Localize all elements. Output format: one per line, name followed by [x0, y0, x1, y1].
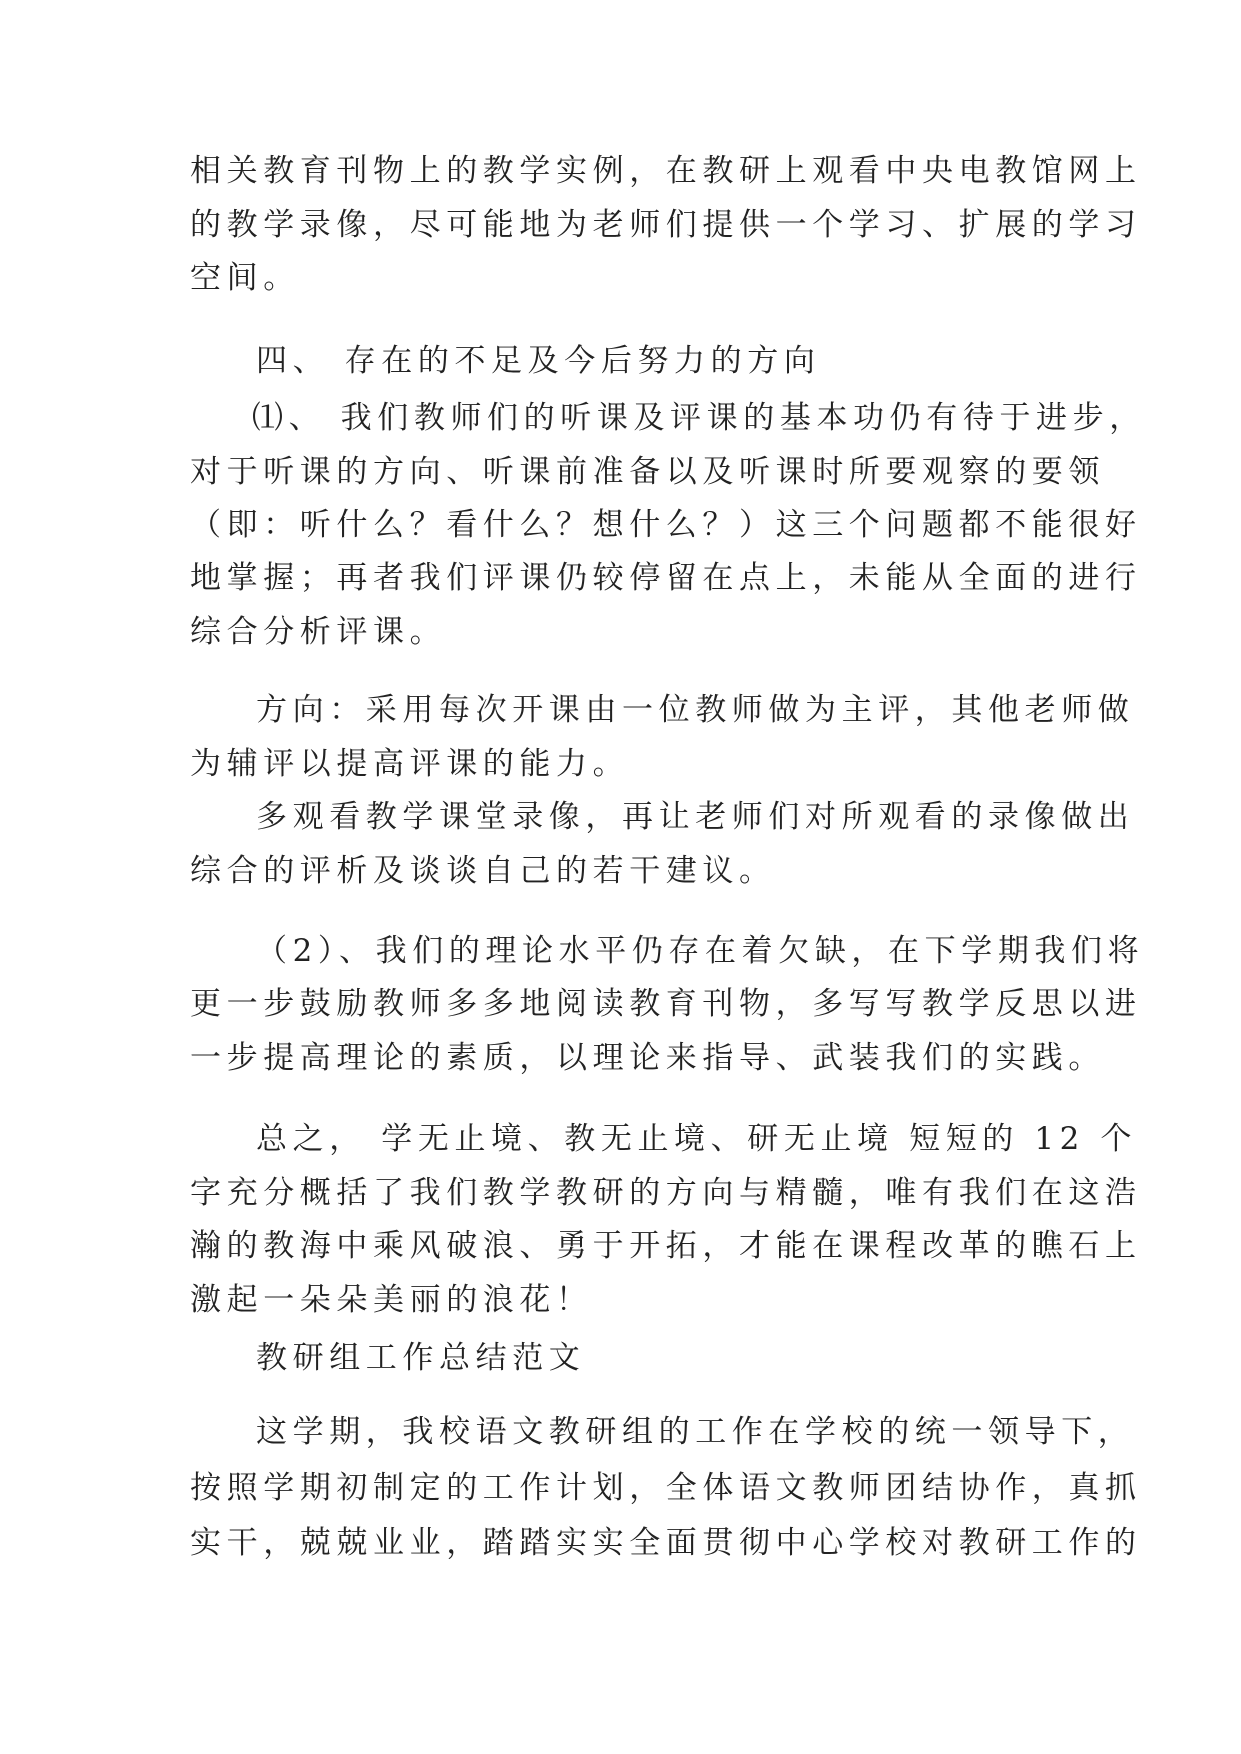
text-line: 为辅评以提高评课的能力。	[190, 746, 630, 782]
section-heading: 四、 存在的不足及今后努力的方向	[256, 343, 821, 379]
text-line: 更一步鼓励教师多多地阅读教育刊物，多写写教学反思以进	[190, 986, 1142, 1022]
text-line: ⑴、 我们教师们的听课及评课的基本功仍有待于进步，	[252, 400, 1146, 436]
text-line: 一步提高理论的素质，以理论来指导、武装我们的实践。	[190, 1040, 1105, 1076]
text-line: 多观看教学课堂录像，再让老师们对所观看的录像做出	[256, 799, 1135, 835]
text-line: 实干，兢兢业业，踏踏实实全面贯彻中心学校对教研工作的	[190, 1525, 1142, 1561]
section-heading: 教研组工作总结范文	[256, 1340, 586, 1376]
text-line: 方向：采用每次开课由一位教师做为主评，其他老师做	[256, 692, 1135, 728]
text-line: （2）、我们的理论水平仍存在着欠缺，在下学期我们将	[256, 933, 1145, 969]
text-line: （即：听什么？看什么？想什么？）这三个问题都不能很好	[190, 507, 1142, 543]
text-line: 瀚的教海中乘风破浪、勇于开拓，才能在课程改革的瞧石上	[190, 1228, 1142, 1264]
text-line: 相关教育刊物上的教学实例，在教研上观看中央电教馆网上	[190, 153, 1142, 189]
text-line: 按照学期初制定的工作计划，全体语文教师团结协作，真抓	[190, 1470, 1142, 1506]
text-line: 地掌握；再者我们评课仍较停留在点上，未能从全面的进行	[190, 560, 1142, 596]
text-line: 字充分概括了我们教学教研的方向与精髓，唯有我们在这浩	[190, 1175, 1142, 1211]
text-line: 激起一朵朵美丽的浪花！	[190, 1282, 593, 1318]
text-line: 对于听课的方向、听课前准备以及听课时所要观察的要领	[190, 454, 1105, 490]
text-line: 的教学录像，尽可能地为老师们提供一个学习、扩展的学习	[190, 207, 1142, 243]
text-line: 空间。	[190, 260, 300, 296]
text-line: 综合的评析及谈谈自己的若干建议。	[190, 853, 776, 889]
text-line: 总之， 学无止境、教无止境、研无止境 短短的 12 个	[256, 1121, 1138, 1157]
text-line: 这学期，我校语文教研组的工作在学校的统一领导下，	[256, 1414, 1135, 1450]
text-line: 综合分析评课。	[190, 614, 447, 650]
